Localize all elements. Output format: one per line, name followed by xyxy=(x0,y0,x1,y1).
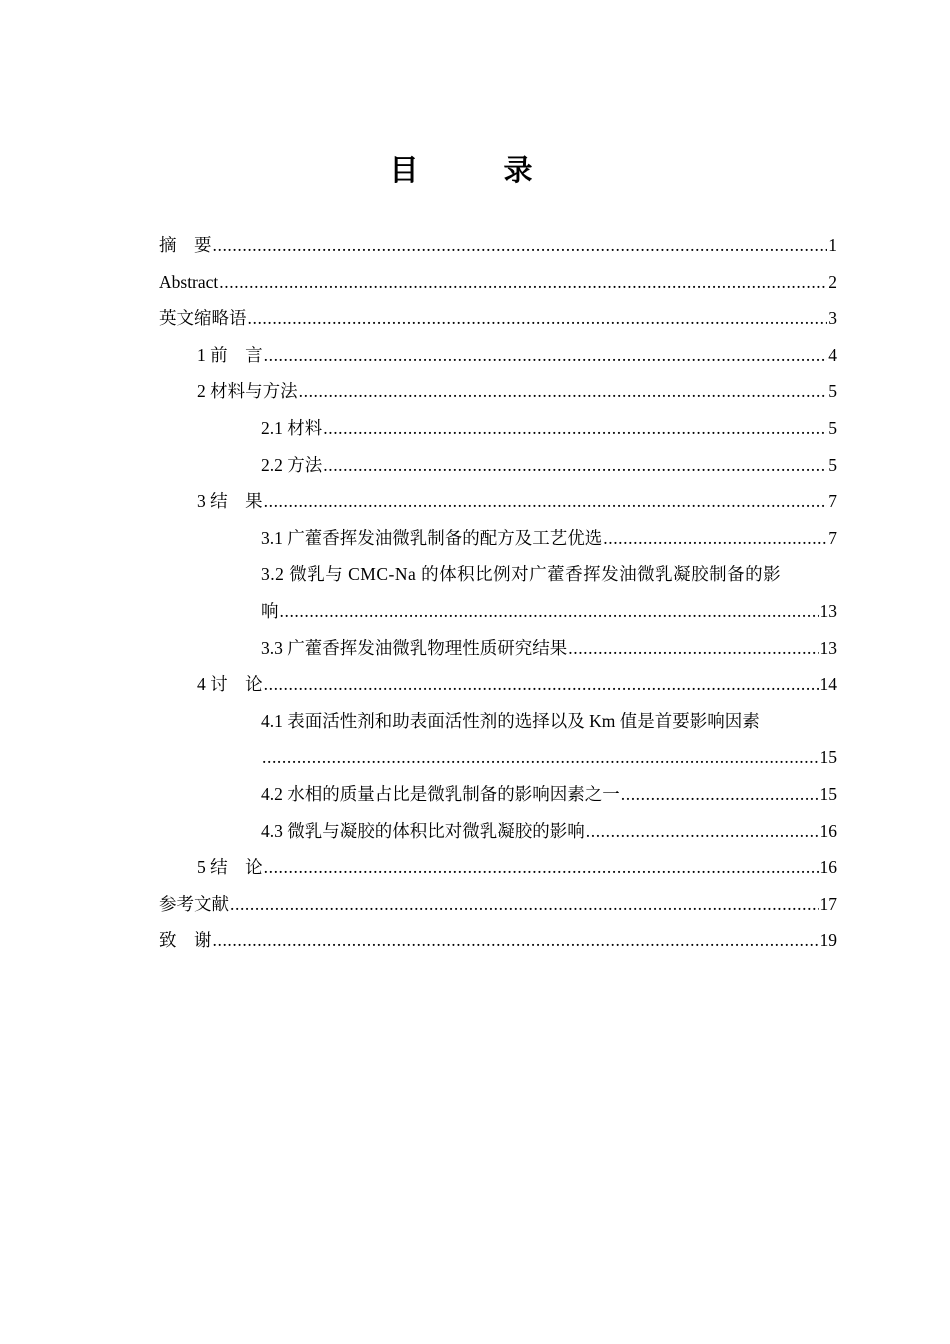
toc-entry-discussion-4-1-line1[interactable] xyxy=(159,703,837,740)
toc-dot-leader xyxy=(262,739,819,776)
toc-entry-abstract-cn[interactable] xyxy=(159,227,837,264)
toc-entry-label: 2.2 方法 xyxy=(261,454,323,475)
toc-entry-label: 5 结 论 xyxy=(197,857,263,878)
toc-dot-leader xyxy=(248,300,828,337)
toc-entry-results-3-2-line1[interactable] xyxy=(159,556,837,593)
toc-dot-leader xyxy=(603,520,827,557)
toc-entry-conclusion[interactable] xyxy=(159,849,837,886)
toc-entry-page: 17 xyxy=(819,893,837,914)
toc-entry-results[interactable] xyxy=(159,483,837,520)
toc-entry-references[interactable] xyxy=(159,886,837,923)
toc-dot-leader xyxy=(264,483,828,520)
toc-dot-leader xyxy=(213,227,828,264)
toc-entry-label: 4.2 水相的质量占比是微乳制备的影响因素之一 xyxy=(261,783,620,804)
toc-entry-discussion[interactable] xyxy=(159,666,837,703)
toc-entry-label: 参考文献 xyxy=(159,893,229,914)
toc-dot-leader xyxy=(219,264,827,301)
toc-entry-label: 4.3 微乳与凝胶的体积比对微乳凝胶的影响 xyxy=(261,820,585,841)
toc-entry-label: 3.3 广藿香挥发油微乳物理性质研究结果 xyxy=(261,637,568,658)
toc-entry-abstract-en[interactable] xyxy=(159,264,837,301)
toc-entry-results-3-1[interactable] xyxy=(159,520,837,557)
toc-dot-leader xyxy=(586,813,819,850)
toc-entry-label: 致 谢 xyxy=(159,930,212,951)
toc-entry-page: 3 xyxy=(828,308,837,329)
toc-entry-page: 13 xyxy=(819,600,837,621)
toc-dot-leader xyxy=(621,776,819,813)
toc-entry-label: 3.2 微乳与 CMC-Na 的体积比例对广藿香挥发油微乳凝胶制备的影 xyxy=(261,564,782,585)
toc-entry-materials[interactable] xyxy=(159,410,837,447)
toc-entry-page: 15 xyxy=(819,747,837,768)
toc-entry-acknowledgements[interactable] xyxy=(159,922,837,959)
toc-entry-page: 13 xyxy=(819,637,837,658)
toc-entry-label: 4.1 表面活性剂和助表面活性剂的选择以及 Km 值是首要影响因素 xyxy=(261,710,760,731)
toc-dot-leader xyxy=(230,886,819,923)
toc-dot-leader xyxy=(568,630,818,667)
toc-dot-leader xyxy=(264,337,828,374)
toc-entry-label: 3 结 果 xyxy=(197,491,263,512)
toc-entry-label: 2.1 材料 xyxy=(261,417,323,438)
toc-entry-materials-methods[interactable] xyxy=(159,373,837,410)
toc-entry-page: 19 xyxy=(819,930,837,951)
toc-entry-page: 7 xyxy=(828,491,837,512)
page-title: 目 录 xyxy=(389,153,561,187)
toc-entry-label: 2 材料与方法 xyxy=(197,381,298,402)
toc-entry-page: 15 xyxy=(819,783,837,804)
toc-entry-page: 16 xyxy=(819,857,837,878)
toc-entry-page: 1 xyxy=(828,235,837,255)
toc-entry-introduction[interactable] xyxy=(159,337,837,374)
toc-entry-abbreviations[interactable] xyxy=(159,300,837,337)
toc-entry-label: Abstract xyxy=(159,271,219,292)
toc-dot-leader xyxy=(323,410,827,447)
toc-entry-label: 1 前 言 xyxy=(197,344,263,365)
toc-entry-discussion-4-2[interactable] xyxy=(159,776,837,813)
toc-entry-discussion-4-3[interactable] xyxy=(159,813,837,850)
toc-dot-leader xyxy=(323,447,827,484)
toc-entry-page: 4 xyxy=(828,344,837,365)
toc-entry-page: 7 xyxy=(828,527,837,548)
toc-entry-label: 摘 要 xyxy=(159,235,212,255)
toc-entry-page: 5 xyxy=(828,381,837,402)
toc-entry-label: 英文缩略语 xyxy=(159,308,247,329)
toc-entry-page: 5 xyxy=(828,417,837,438)
toc-entry-page: 16 xyxy=(819,820,837,841)
table-of-contents xyxy=(159,227,837,959)
toc-entry-page: 14 xyxy=(819,674,837,695)
toc-entry-page: 5 xyxy=(828,454,837,475)
toc-entry-label: 4 讨 论 xyxy=(197,674,263,695)
toc-entry-discussion-4-1-line2[interactable] xyxy=(159,739,837,776)
toc-dot-leader xyxy=(264,849,819,886)
toc-entry-label: 3.1 广藿香挥发油微乳制备的配方及工艺优选 xyxy=(261,527,603,548)
toc-entry-page: 2 xyxy=(828,271,837,292)
toc-dot-leader xyxy=(264,666,819,703)
toc-entry-results-3-3[interactable] xyxy=(159,630,837,667)
toc-entry-results-3-2-line2[interactable] xyxy=(159,593,837,630)
toc-dot-leader xyxy=(280,593,819,630)
toc-entry-label-continued: 响 xyxy=(261,600,279,621)
toc-dot-leader xyxy=(213,922,819,959)
toc-dot-leader xyxy=(299,373,828,410)
toc-entry-methods[interactable] xyxy=(159,447,837,484)
